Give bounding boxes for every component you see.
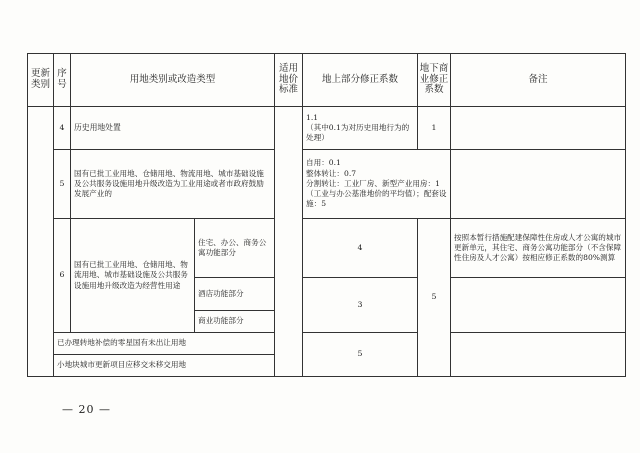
- coef-line: 整体转让：0.7: [306, 168, 357, 178]
- coef-line: 自用：0.1: [306, 158, 341, 168]
- land-type-cell: 小地块城市更新项目应移交未移交用地: [54, 355, 275, 377]
- above-ground-cell: [303, 107, 418, 150]
- header-category: 更新类别: [28, 54, 54, 107]
- above-ground-cell: 3: [303, 278, 418, 333]
- remarks-cell: 按照本暂行措施配建保障性住房或人才公寓的城市更新单元，其住宅、商务公寓功能部分（不含保障性住房及人才公寓）按相应修正系数的80%测算: [451, 219, 626, 278]
- land-type-cell: 国有已批工业用地、仓储用地、物流用地、城市基础设施及公共服务设施用地升级改造为经营性用途: [71, 219, 195, 333]
- seq-cell: 4: [54, 107, 71, 150]
- land-coefficient-table: [27, 53, 626, 377]
- page-number: — 20 —: [62, 403, 111, 416]
- table-row: [28, 333, 626, 355]
- header-applicable-standard: 适用地价标准: [275, 54, 303, 107]
- land-type-cell: 国有已批工业用地、仓储用地、物流用地、城市基础设施及公共服务设施用地升级改造为工业用途或者市政府鼓励发展产业的: [71, 150, 275, 219]
- remarks-cell: [451, 150, 626, 219]
- land-type-cell: 历史用地处置: [71, 107, 275, 150]
- sub-type-cell: 酒店功能部分: [195, 278, 275, 311]
- above-ground-cell: 4: [303, 219, 418, 278]
- remarks-cell: [451, 107, 626, 150]
- remarks-cell: [451, 333, 626, 377]
- header-underground: 地下商业修正系数: [418, 54, 451, 107]
- above-ground-cell: 5: [303, 333, 418, 377]
- sub-type-cell: 商业功能部分: [195, 311, 275, 333]
- coef-line: 1.1: [306, 112, 319, 122]
- table-row: [28, 219, 626, 278]
- remarks-cell: [451, 278, 626, 333]
- seq-cell: 6: [54, 219, 71, 333]
- land-type-cell: 已办理转地补偿的零星国有未出让用地: [54, 333, 275, 355]
- header-seq: 序号: [54, 54, 71, 107]
- above-ground-cell: [303, 150, 451, 219]
- seq-cell: 5: [54, 150, 71, 219]
- header-row: [28, 54, 626, 107]
- category-cell: [28, 107, 54, 377]
- underground-cell: 1: [418, 107, 451, 150]
- header-remarks: 备注: [451, 54, 626, 107]
- sub-type-cell: 住宅、办公、商务公寓功能部分: [195, 219, 275, 278]
- coef-line: 分割转让：工业厂房、新型产业用房：1（工业与办公基准地价的平均值）；配套设施：5: [306, 178, 447, 209]
- table-row: [28, 150, 626, 219]
- header-above-ground: 地上部分修正系数: [303, 54, 418, 107]
- underground-cell: 5: [418, 219, 451, 377]
- standard-cell: [275, 107, 303, 377]
- header-land-type: 用地类别或改造类型: [71, 54, 275, 107]
- table-row: [28, 107, 626, 150]
- coef-line: （其中0.1为对历史用地行为的处理）: [306, 122, 410, 143]
